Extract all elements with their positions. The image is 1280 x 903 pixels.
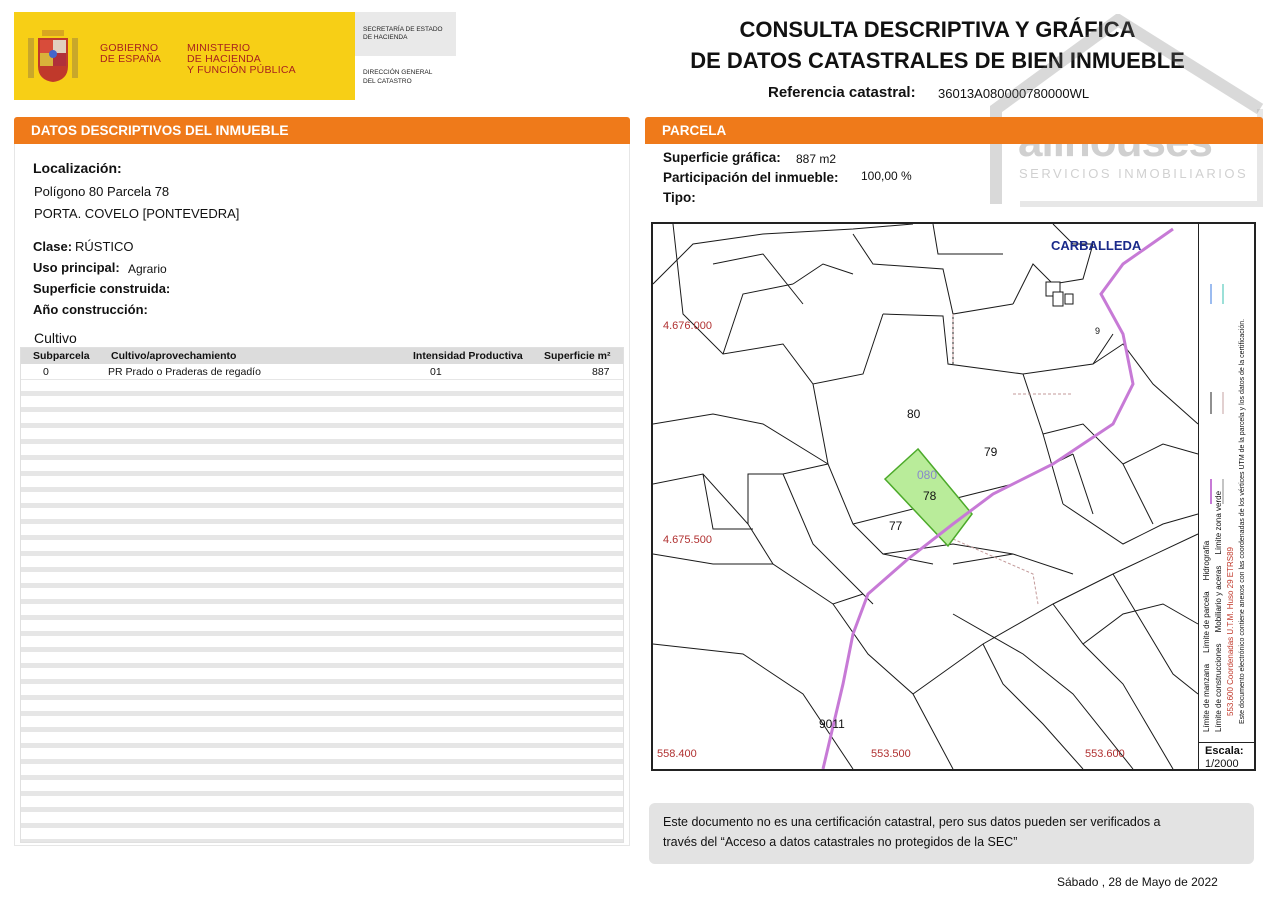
participacion-label: Participación del inmueble:: [663, 170, 839, 185]
coord-east-3: 553.600: [1085, 748, 1125, 760]
anio-construccion-label: Año construcción:: [33, 302, 148, 317]
cultivo-table: [20, 347, 624, 843]
col-subparcela: Subparcela: [33, 350, 90, 362]
legend-document-note: Este documento electrónico contiene anexos con las coordenadas de los vértices UTM de la parcela y los datos de la certificación.: [1239, 318, 1246, 724]
cultivo-table-header: [21, 348, 623, 364]
map-legend: [1198, 224, 1254, 742]
datos-descriptivos-header: DATOS DESCRIPTIVOS DEL INMUEBLE: [14, 117, 630, 144]
scale-value: 1/2000: [1205, 758, 1239, 770]
table-row: [21, 364, 623, 379]
parcel-79-label: 79: [984, 445, 998, 459]
coord-north-2: 4.675.500: [663, 534, 712, 546]
document-title: CONSULTA DESCRIPTIVA Y GRÁFICA DE DATOS CATASTRALES DE BIEN INMUEBLE: [690, 17, 1185, 73]
clase-label: Clase:: [33, 239, 73, 254]
cultivo-title: Cultivo: [34, 330, 77, 346]
referencia-value: 36013A080000780000WL: [938, 86, 1090, 101]
cell-subparcela: 0: [43, 366, 49, 378]
road-9011-label: 9011: [819, 717, 845, 731]
col-superficie: Superficie m²: [544, 350, 611, 362]
uso-value: Agrario: [128, 262, 167, 276]
referencia-label: Referencia catastral:: [768, 84, 916, 101]
localizacion-line2: PORTA. COVELO [PONTEVEDRA]: [34, 206, 240, 221]
uso-label: Uso principal:: [33, 260, 120, 275]
coord-east-4: 558.400: [657, 748, 697, 760]
coat-of-arms-icon: [28, 26, 78, 86]
superficie-construida-label: Superficie construida:: [33, 281, 171, 296]
parcel-77-label: 77: [889, 519, 903, 533]
participacion-value: 100,00 %: [861, 169, 912, 183]
legend-coordinates-note: 553.600 Coordenadas U.T.M. Huso 29 ETRS89: [1226, 547, 1235, 716]
government-label: GOBIERNO DE ESPAÑA: [100, 42, 162, 65]
col-intensidad: Intensidad Productiva: [413, 350, 523, 362]
parcel-80-label: 80: [907, 407, 921, 421]
parcela-header: PARCELA: [645, 117, 1263, 144]
legend-hidrografia: Hidrografía: [1202, 540, 1211, 581]
legend-mobiliario: Mobiliario y aceras: [1214, 565, 1223, 633]
verification-note: [649, 803, 1254, 864]
ministry-label: MINISTERIO DE HACIENDA Y FUNCIÓN PÚBLICA: [187, 42, 296, 76]
legend-parcela: Límite de parcela: [1202, 591, 1211, 653]
cell-superficie: 887: [592, 366, 610, 378]
coord-east-2: 553.500: [871, 748, 911, 760]
coord-north-1: 4.676.000: [663, 320, 712, 332]
col-cultivo: Cultivo/aprovechamiento: [111, 350, 237, 362]
localizacion-label: Localización:: [33, 160, 122, 176]
secretaria-box: [355, 12, 456, 56]
note-line1: Este documento no es una certificación catastral, pero sus datos pueden ser verificados a: [663, 815, 1161, 829]
cell-intensidad: 01: [430, 366, 442, 378]
tipo-label: Tipo:: [663, 190, 696, 205]
direccion-general-label: DIRECCIÓN GENERAL DEL CATASTRO: [363, 69, 433, 85]
parcel-080-label: 080: [917, 468, 938, 482]
scale-label: Escala:: [1205, 745, 1244, 757]
cadastral-map: [651, 222, 1256, 771]
legend-construcciones: Límite de construcciones: [1214, 643, 1223, 732]
watermark-tagline: SERVICIOS INMOBILIARIOS: [1019, 166, 1249, 181]
superficie-grafica-label: Superficie gráfica:: [663, 150, 781, 165]
note-line2: través del “Acceso a datos catastrales no protegidos de la SEC”: [663, 835, 1018, 849]
scale-box: [1198, 742, 1256, 771]
secretaria-label: SECRETARÍA DE ESTADO DE HACIENDA: [363, 26, 443, 41]
place-label: CARBALLEDA: [1051, 238, 1142, 253]
document-date: Sábado , 28 de Mayo de 2022: [1057, 875, 1218, 889]
superficie-grafica-value: 887 m2: [796, 152, 837, 166]
government-banner: [14, 12, 355, 100]
localizacion-line1: Polígono 80 Parcela 78: [34, 184, 170, 199]
clase-value: RÚSTICO: [75, 239, 134, 254]
legend-manzana: Límite de manzana: [1202, 663, 1211, 732]
legend-zona-verde: Límite zona verde: [1214, 490, 1223, 555]
road-9-label: 9: [1095, 326, 1101, 336]
cell-cultivo: PR Prado o Praderas de regadío: [108, 366, 261, 378]
parcel-78-label: 78: [923, 489, 937, 503]
